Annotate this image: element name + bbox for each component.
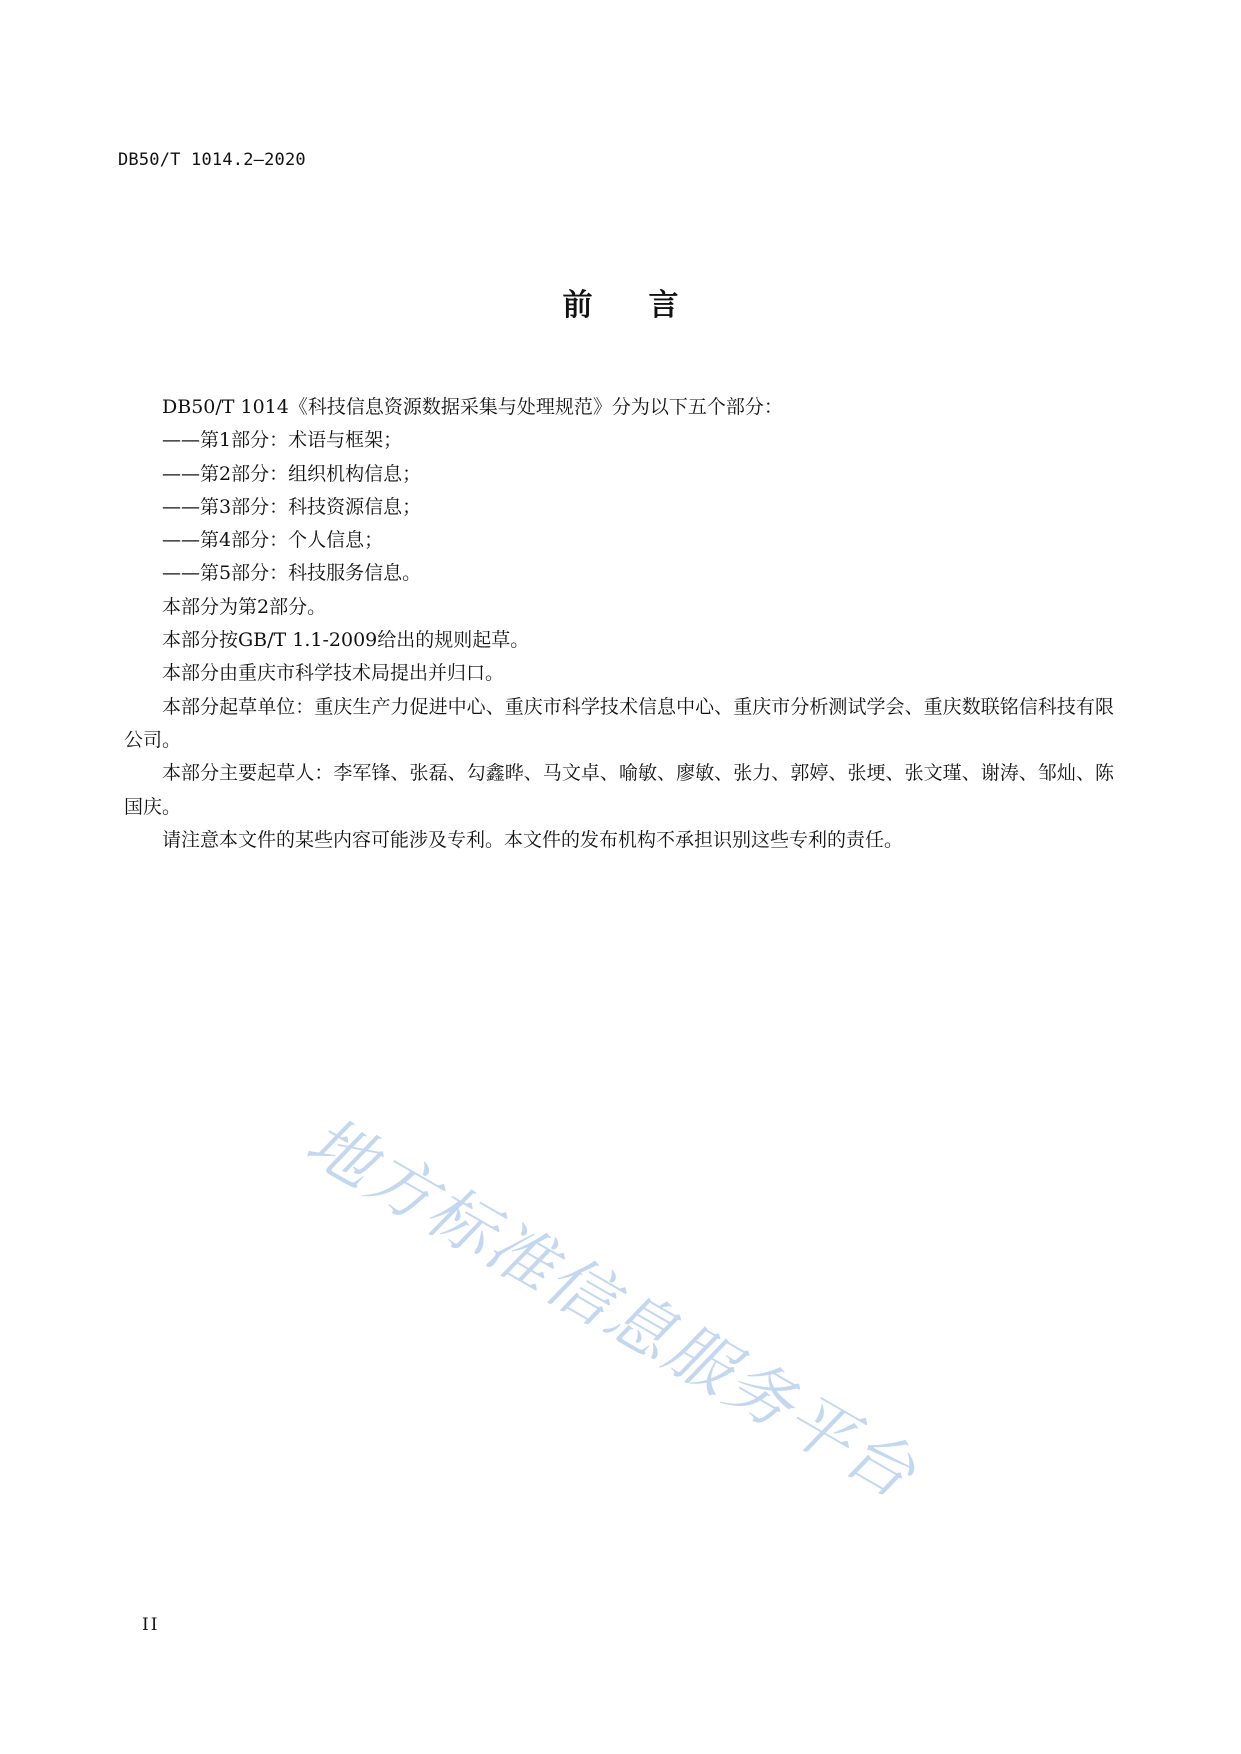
- paragraph-this-part: 本部分为第2部分。: [162, 595, 327, 618]
- paragraph-intro: DB50/T 1014《科技信息资源数据采集与处理规范》分为以下五个部分：: [162, 396, 783, 418]
- paragraph-drafters: 本部分主要起草人：李军锋、张磊、勾鑫晔、马文卓、喻敏、廖敏、张力、郭婷、张埂、张文瑾、谢涛、邹灿、陈国庆。: [124, 762, 1114, 818]
- document-code: DB50/T 1014.2—2020: [118, 150, 306, 170]
- paragraph-part-4: ——第4部分：个人信息；: [162, 529, 384, 552]
- paragraph-proposer: 本部分由重庆市科学技术局提出并归口。: [162, 662, 505, 685]
- paragraph-patent-notice: 请注意本文件的某些内容可能涉及专利。本文件的发布机构不承担识别这些专利的责任。: [162, 828, 904, 851]
- paragraph-drafting-units: 本部分起草单位：重庆生产力促进中心、重庆市科学技术信息中心、重庆市分析测试学会、重庆数联铭信科技有限公司。: [124, 695, 1114, 751]
- page-title: 前言: [562, 288, 735, 323]
- foreword-body: [124, 391, 1114, 857]
- paragraph-drafting-rules: 本部分按GB/T 1.1-2009给出的规则起草。: [162, 629, 530, 652]
- paragraph-part-3: ——第3部分：科技资源信息；: [162, 495, 422, 518]
- watermark: 地方标准信息服务平台: [293, 1102, 930, 1515]
- page-number: II: [142, 1615, 160, 1635]
- paragraph-part-5: ——第5部分：科技服务信息。: [162, 562, 422, 585]
- paragraph-part-1: ——第1部分：术语与框架；: [162, 429, 403, 452]
- paragraph-part-2: ——第2部分：组织机构信息；: [162, 462, 422, 485]
